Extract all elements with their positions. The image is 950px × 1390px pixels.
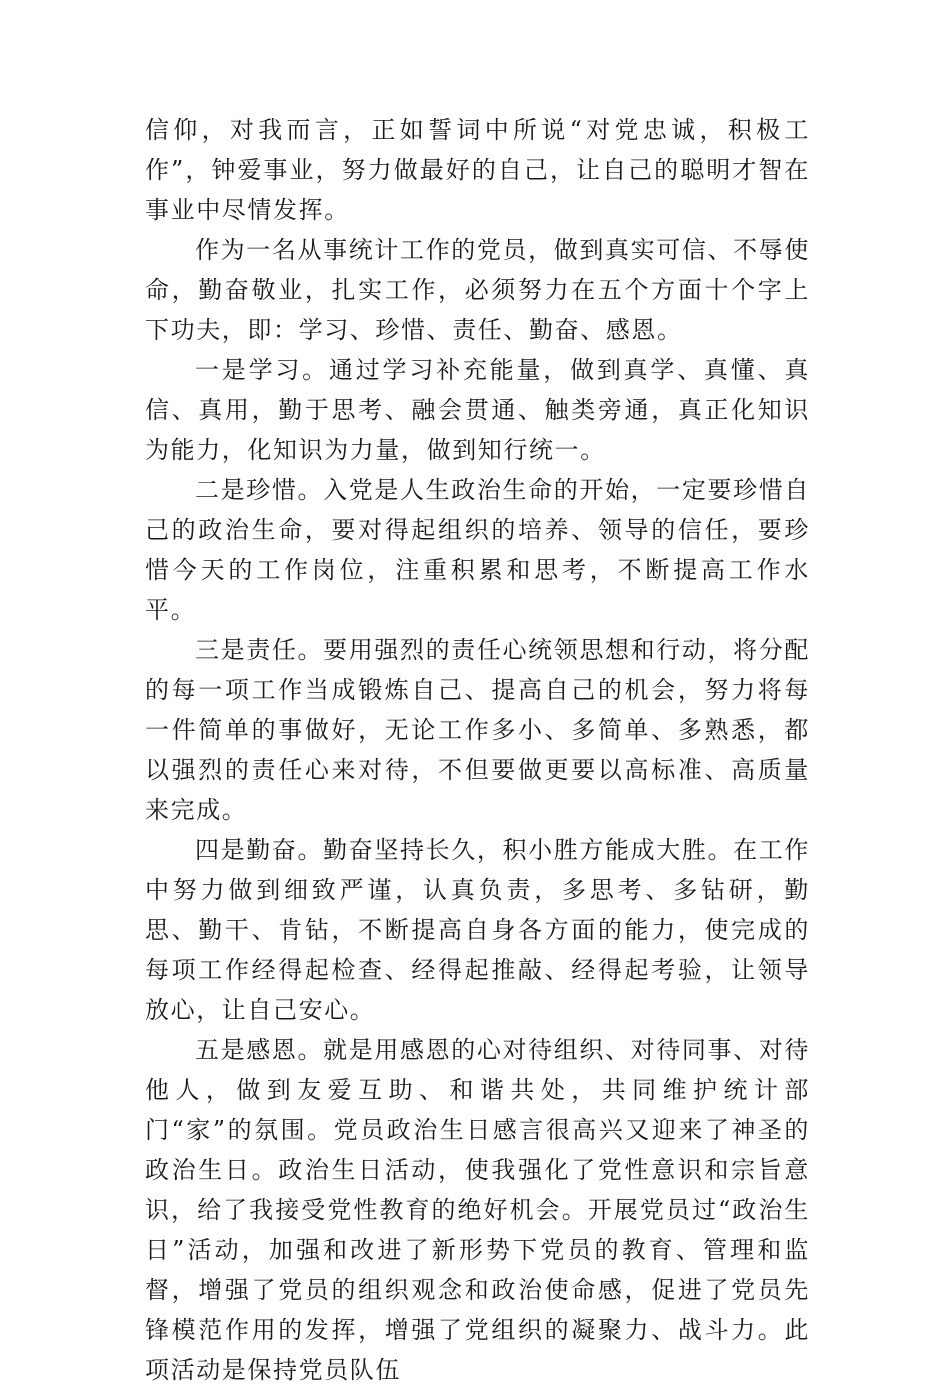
paragraph-intro: 作为一名从事统计工作的党员，做到真实可信、不辱使命，勤奋敬业，扎实工作，必须努力在五个方面十个字上下功夫，即：学习、珍惜、责任、勤奋、感恩。 <box>145 236 810 344</box>
paragraph-diligence: 四是勤奋。勤奋坚持长久，积小胜方能成大胜。在工作中努力做到细致严谨，认真负责，多思考、多钻研，勤思、勤干、肯钻，不断提高自身各方面的能力，使完成的每项工作经得起检查、经得起推敲、经得起考验，让领导放心，让自己安心。 <box>145 836 810 1024</box>
paragraph-cherish: 二是珍惜。入党是人生政治生命的开始，一定要珍惜自己的政治生命，要对得起组织的培养、领导的信任，要珍惜今天的工作岗位，注重积累和思考，不断提高工作水平。 <box>145 476 810 624</box>
paragraph-study: 一是学习。通过学习补充能量，做到真学、真懂、真信、真用，勤于思考、融会贯通、触类旁通，真正化知识为能力，化知识为力量，做到知行统一。 <box>145 356 810 464</box>
paragraph-continued: 信仰，对我而言，正如誓词中所说“对党忠诚，积极工作”，钟爱事业，努力做最好的自己，让自己的聪明才智在事业中尽情发挥。 <box>145 116 810 224</box>
paragraph-gratitude: 五是感恩。就是用感恩的心对待组织、对待同事、对待他人，做到友爱互助、和谐共处，共同维护统计部门“家”的氛围。党员政治生日感言很高兴又迎来了神圣的政治生日。政治生日活动，使我强化了党性意识和宗旨意识，给了我接受党性教育的绝好机会。开展党员过“政治生日”活动，加强和改进了新形势下党员的教育、管理和监督，增强了党员的组织观念和政治使命感，促进了党员先锋模范作用的发挥，增强了党组织的凝聚力、战斗力。此项活动是保持党员队伍 <box>145 1036 810 1384</box>
paragraph-responsibility: 三是责任。要用强烈的责任心统领思想和行动，将分配的每一项工作当成锻炼自己、提高自己的机会，努力将每一件简单的事做好，无论工作多小、多简单、多熟悉，都以强烈的责任心来对待，不但要做更要以高标准、高质量来完成。 <box>145 636 810 824</box>
document-body <box>145 110 810 1390</box>
